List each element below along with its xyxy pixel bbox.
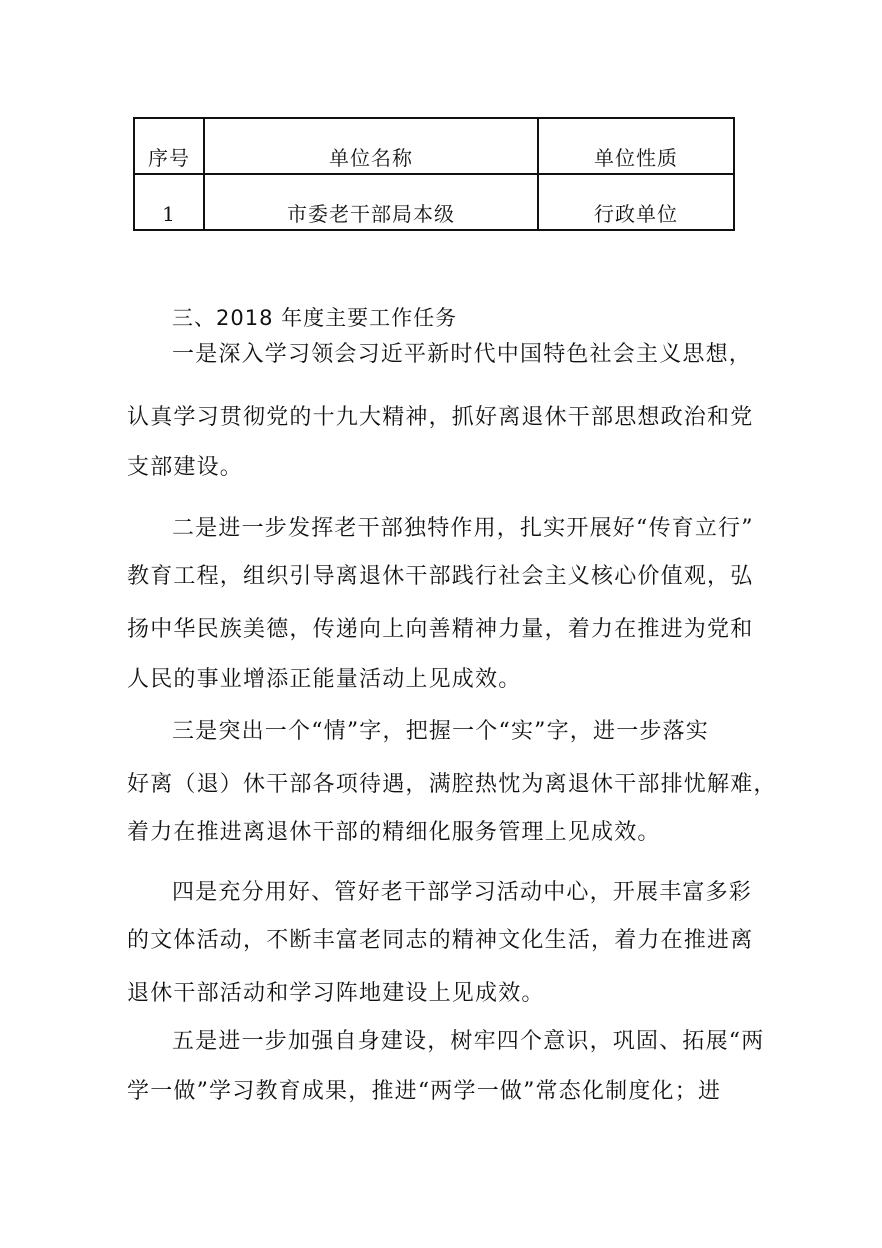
cell-index: 1 <box>134 174 204 230</box>
text-line: 教育工程，组织引导离退休干部践行社会主义核心价值观，弘 <box>127 564 754 589</box>
text-line: 好离（退）休干部各项待遇，满腔热忱为离退休干部排忧解难， <box>127 772 777 797</box>
text-line: 四是充分用好、管好老干部学习活动中心，开展丰富多彩 <box>172 880 753 905</box>
text-line: 退休干部活动和学习阵地建设上见成效。 <box>127 981 545 1006</box>
text-line: 的文体活动，不断丰富老同志的精神文化生活，着力在推进离 <box>127 928 754 953</box>
text-line: 三是突出一个“情”字，把握一个“实”字，进一步落实 <box>172 719 709 744</box>
text-line: 支部建设。 <box>127 455 244 480</box>
text-line: 认真学习贯彻党的十九大精神，抓好离退休干部思想政治和党 <box>127 405 754 430</box>
text-line: 五是进一步加强自身建设，树牢四个意识，巩固、拓展“两 <box>172 1029 765 1054</box>
header-cell-unit-type: 单位性质 <box>538 118 734 174</box>
text-line: 人民的事业增添正能量活动上见成效。 <box>127 667 522 692</box>
cell-unit-type: 行政单位 <box>538 174 734 230</box>
unit-table <box>133 117 735 231</box>
header-cell-index: 序号 <box>134 118 204 174</box>
header-cell-unit-name: 单位名称 <box>204 118 538 174</box>
text-line: 扬中华民族美德，传递向上向善精神力量，着力在推进为党和 <box>127 617 754 642</box>
text-line: 学一做”学习教育成果，推进“两学一做”常态化制度化；进 <box>127 1079 722 1104</box>
section-heading: 三、2018 年度主要工作任务 <box>172 306 458 330</box>
cell-unit-name: 市委老干部局本级 <box>204 174 538 230</box>
table-header-row <box>134 118 734 174</box>
text-line: 着力在推进离退休干部的精细化服务管理上见成效。 <box>127 820 661 845</box>
text-line: 一是深入学习领会习近平新时代中国特色社会主义思想， <box>172 342 753 367</box>
text-line: 二是进一步发挥老干部独特作用，扎实开展好“传育立行” <box>172 516 754 541</box>
table-row <box>134 174 734 230</box>
